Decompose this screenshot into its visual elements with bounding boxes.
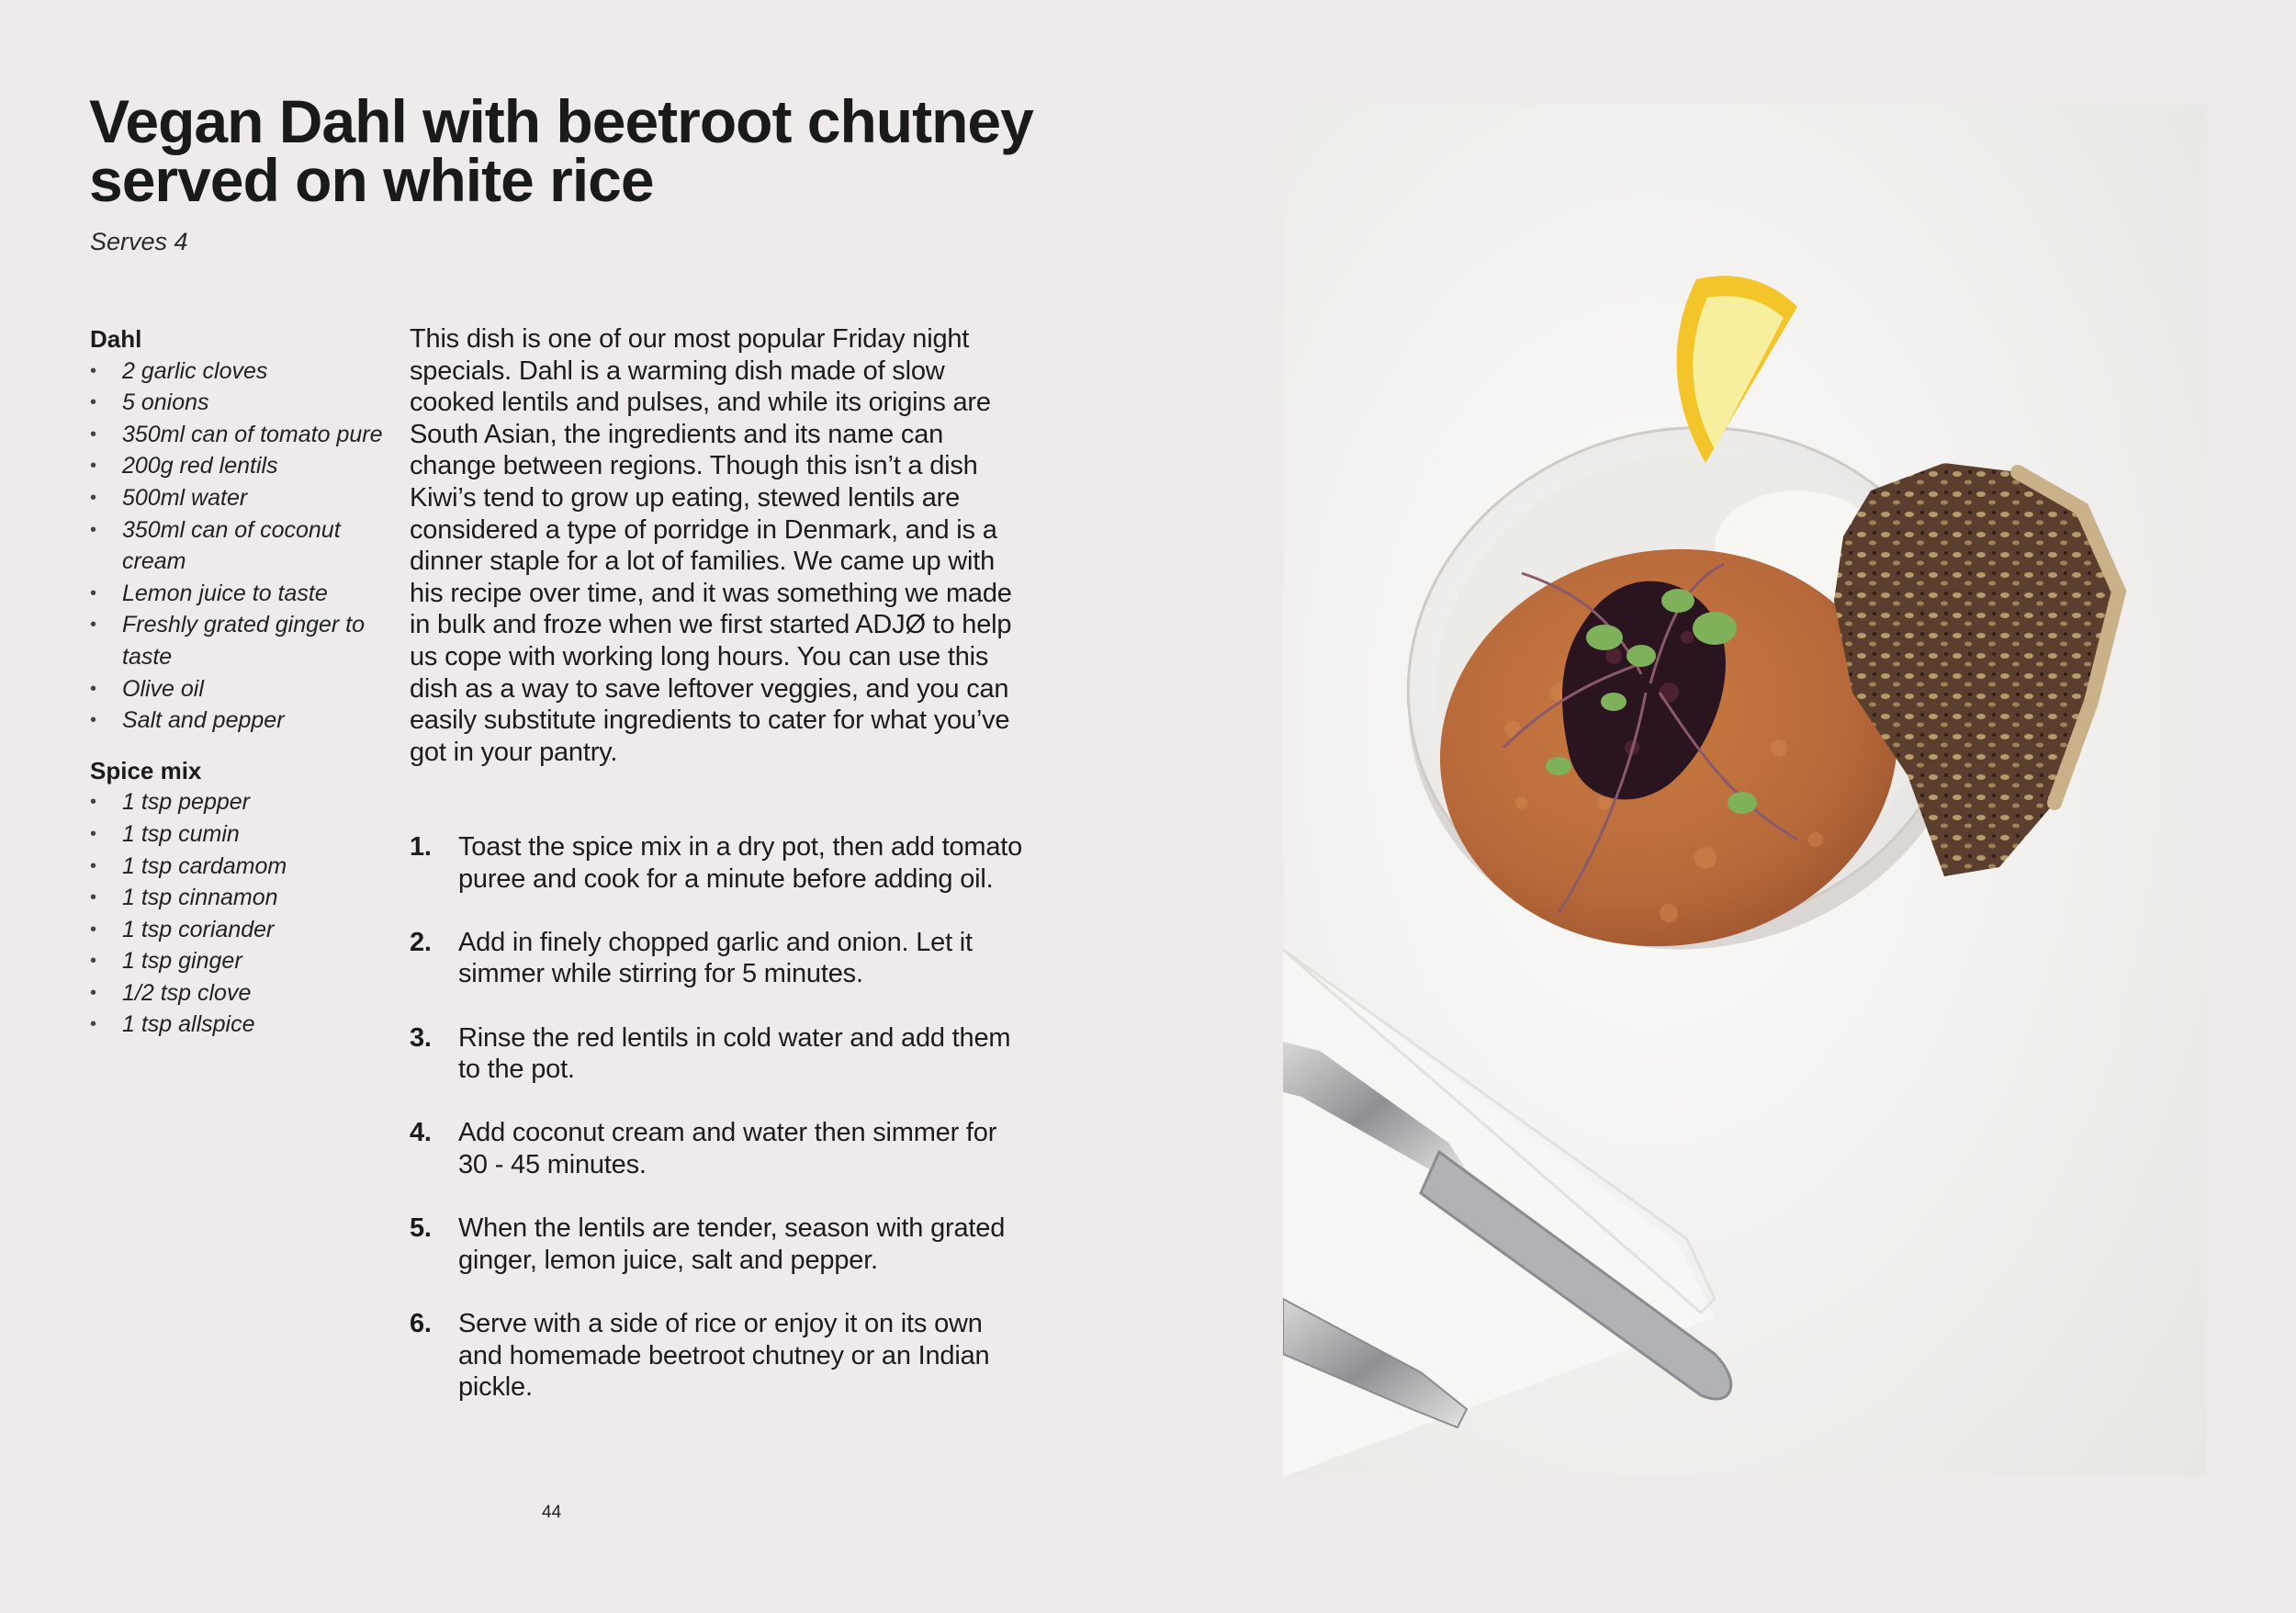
bullet-icon: • <box>90 615 97 636</box>
bullet-icon: • <box>90 982 97 1003</box>
dish-photo <box>1283 105 2207 1477</box>
step-text: Toast the spice mix in a dry pot, then add tomato puree and cook for a minute before adding oil. <box>458 832 1023 894</box>
step-number: 4. <box>410 1118 432 1148</box>
method-step <box>410 831 1025 895</box>
serves-label: Serves 4 <box>90 228 188 255</box>
spice-item: • 1 tsp cumin <box>90 818 393 851</box>
bullet-icon: • <box>90 823 97 844</box>
ingredients-column <box>90 323 393 1059</box>
spice-item: • 1 tsp allspice <box>90 1009 393 1041</box>
step-text: Add coconut cream and water then simmer for 30 - 45 minutes. <box>458 1118 997 1179</box>
bullet-icon: • <box>90 919 97 940</box>
spice-item: • 1/2 tsp clove <box>90 977 393 1010</box>
spice-item: • 1 tsp ginger <box>90 945 393 977</box>
title-line-2: served on white rice <box>89 146 654 214</box>
spice-item: • 1 tsp cardamom <box>90 851 393 883</box>
bullet-icon: • <box>90 1014 97 1035</box>
title-line-1: Vegan Dahl with beetroot chutney <box>89 87 1033 155</box>
ingredient-item: • Freshly grated ginger to taste <box>90 609 393 672</box>
ingredient-item: • 5 onions <box>90 387 393 419</box>
ingredient-item: • Olive oil <box>90 673 393 705</box>
bullet-icon: • <box>90 855 97 876</box>
method-step <box>410 1117 1025 1180</box>
bullet-icon: • <box>90 887 97 908</box>
step-number: 6. <box>410 1308 432 1338</box>
step-number: 5. <box>410 1213 432 1244</box>
method-step <box>410 1308 1025 1404</box>
step-text: When the lentils are tender, season with grated ginger, lemon juice, salt and pepper. <box>458 1213 1006 1275</box>
step-text: Add in finely chopped garlic and onion. Let it simmer while stirring for 5 minutes. <box>458 927 973 989</box>
bullet-icon: • <box>90 487 97 508</box>
bullet-icon: • <box>90 392 97 413</box>
bullet-icon: • <box>90 423 97 445</box>
step-number: 3. <box>410 1022 432 1053</box>
method-steps <box>410 831 1025 1435</box>
ingredient-item: • 350ml can of coconut cream <box>90 514 393 578</box>
bullet-icon: • <box>90 792 97 813</box>
ingredient-item: • 200g red lentils <box>90 450 393 482</box>
dish-illustration <box>1283 105 2207 1477</box>
ingredient-item: • Lemon juice to taste <box>90 578 393 610</box>
ingredient-item: • 2 garlic cloves <box>90 355 393 388</box>
page-number: 44 <box>542 1503 562 1522</box>
step-number: 2. <box>410 927 432 957</box>
ingredient-item: • Salt and pepper <box>90 705 393 737</box>
ingredient-item: • 500ml water <box>90 482 393 514</box>
spice-mix-list <box>90 786 393 1041</box>
intro-paragraph: This dish is one of our most popular Friday night specials. Dahl is a warming dish made of slow cooked lentils and pulses, and while its origins are South Asian, the ingredients and its name can change between regions. Though this isn’t a dish Kiwi’s tend to grow up eating, stewed lentils are considered a type of porridge in Denmark, and is a dinner staple for a lot of families. We came up with his recipe over time, and it was something we made in bulk and froze when we first started ADJØ to help us cope with working long hours. You can use this dish as a way to save leftover veggies, and you can easily substitute ingredients to cater for what you’ve got in your pantry. <box>410 324 1012 767</box>
spice-item: • 1 tsp coriander <box>90 914 393 946</box>
method-step <box>410 1213 1025 1276</box>
bullet-icon: • <box>90 582 97 603</box>
spice-item: • 1 tsp pepper <box>90 786 393 818</box>
ingredient-item: • 350ml can of tomato pure <box>90 419 393 451</box>
bullet-icon: • <box>90 951 97 972</box>
step-number: 1. <box>410 832 432 862</box>
spice-mix-heading: Spice mix <box>90 756 202 784</box>
bullet-icon: • <box>90 360 97 381</box>
spice-item: • 1 tsp cinnamon <box>90 882 393 914</box>
bullet-icon: • <box>90 519 97 540</box>
bullet-icon: • <box>90 678 97 699</box>
method-step <box>410 927 1025 990</box>
dahl-heading: Dahl <box>90 325 142 353</box>
bullet-icon: • <box>90 710 97 731</box>
method-step <box>410 1022 1025 1086</box>
dahl-ingredient-list <box>90 355 393 737</box>
step-text: Serve with a side of rice or enjoy it on its own and homemade beetroot chutney or an Indian pickle. <box>458 1308 990 1403</box>
recipe-title <box>89 87 1099 214</box>
bullet-icon: • <box>90 456 97 477</box>
step-text: Rinse the red lentils in cold water and add them to the pot. <box>458 1022 1011 1085</box>
